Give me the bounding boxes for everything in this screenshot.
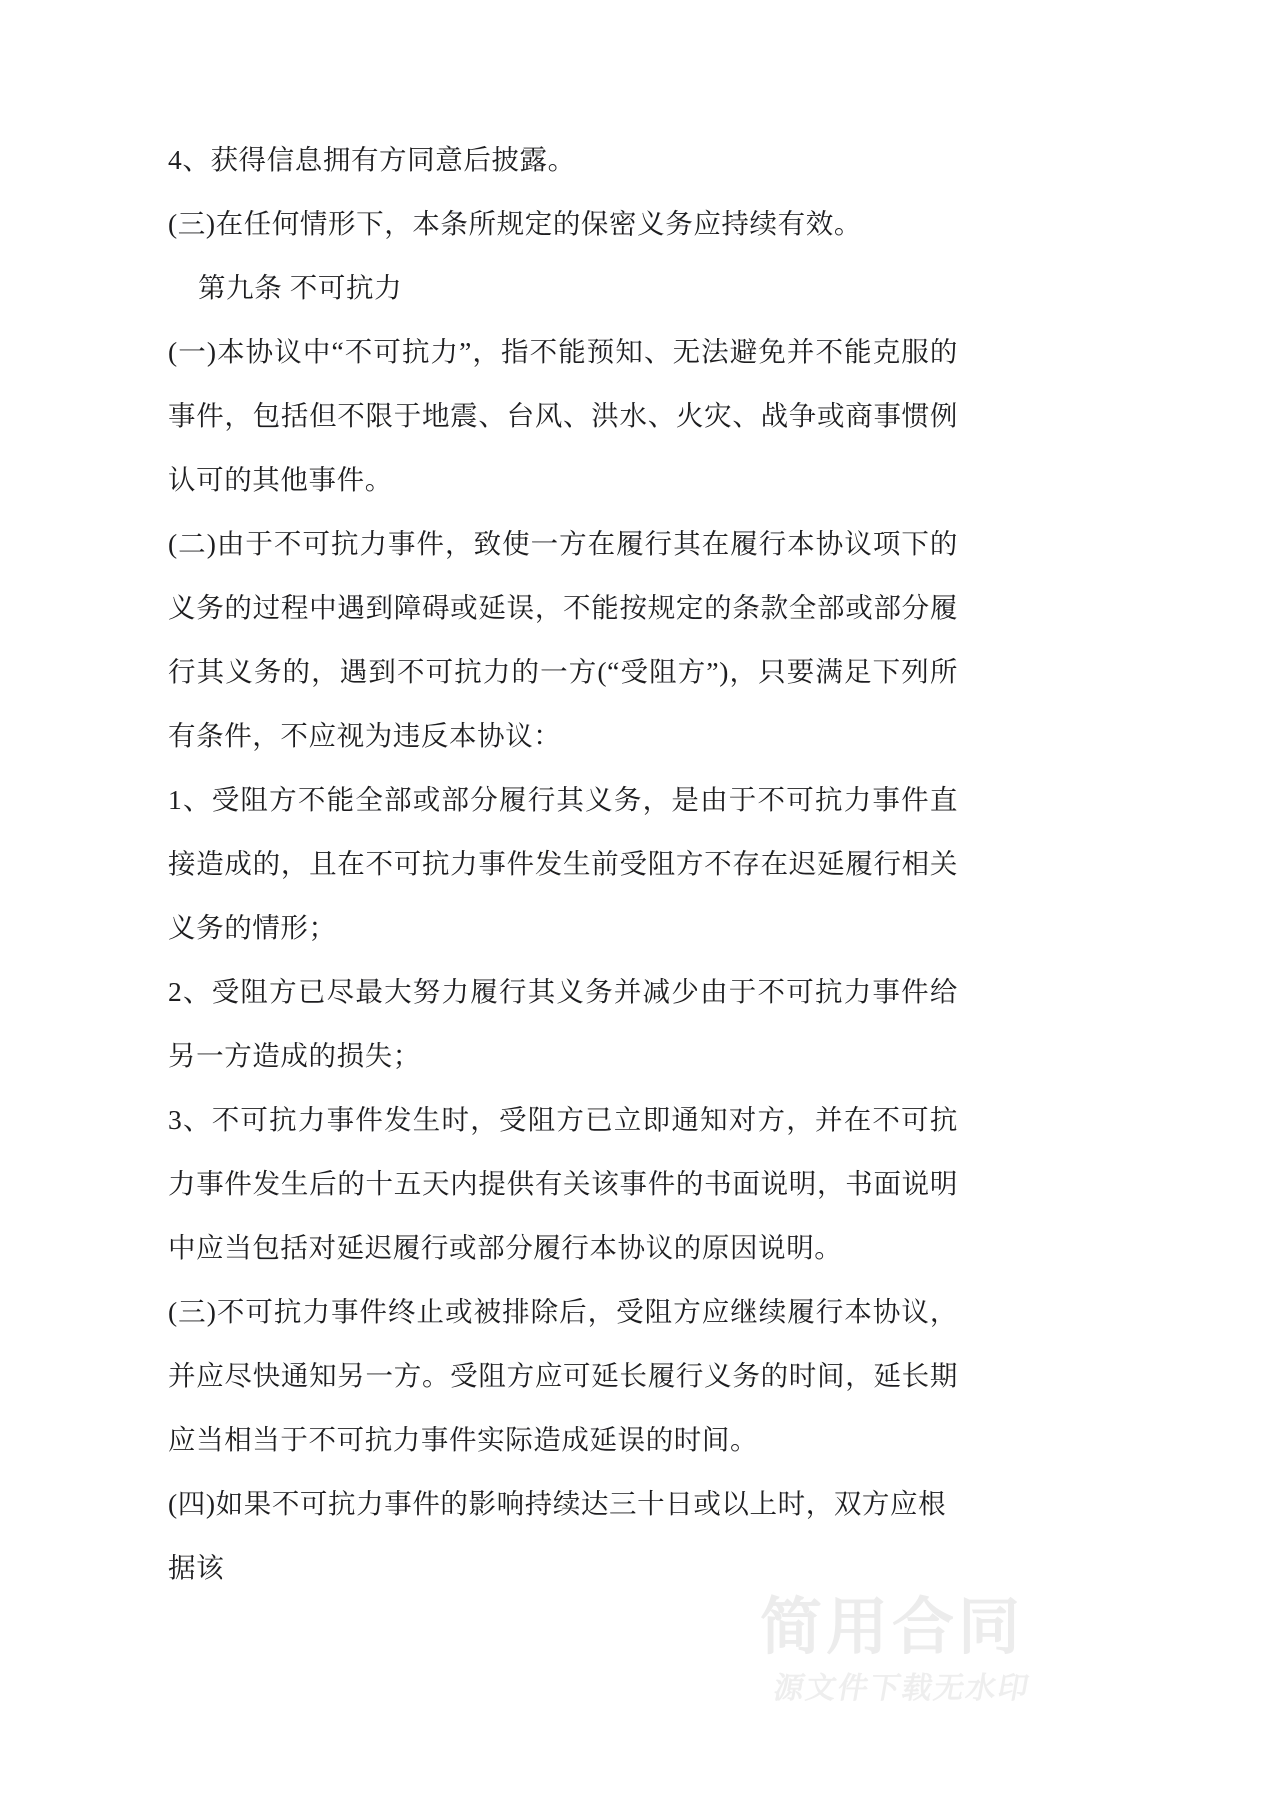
watermark-tagline-text: 源文件下载无水印: [771, 1671, 1034, 1706]
paragraph-clause-9-item-4: (四)如果不可抗力事件的影响持续达三十日或以上时，双方应根据该: [168, 1488, 947, 1583]
heading-article-9: 第九条 不可抗力: [198, 272, 403, 303]
paragraph-clause-9-item-1: (一)本协议中“不可抗力”，指不能预知、无法避免并不能克服的事件，包括但不限于地震、台风、洪水、火灾、战争或商事惯例认可的其他事件。: [168, 336, 958, 495]
watermark-brand-text: 简用合同: [760, 1590, 1025, 1663]
paragraph-clause-9-item-2: (二)由于不可抗力事件，致使一方在履行其在履行本协议项下的义务的过程中遇到障碍或延误，不能按规定的条款全部或部分履行其义务的，遇到不可抗力的一方(“受阻方”)，只要满足下列所有条件，不应视为违反本协议：: [168, 528, 958, 751]
paragraph-item-4-disclose: 4、获得信息拥有方同意后披露。: [168, 144, 576, 175]
paragraph-condition-3: 3、不可抗力事件发生时，受阻方已立即通知对方，并在不可抗力事件发生后的十五天内提供有关该事件的书面说明，书面说明中应当包括对延迟履行或部分履行本协议的原因说明。: [168, 1104, 958, 1263]
watermark: [760, 1590, 1200, 1766]
paragraph-condition-2: 2、受阻方已尽最大努力履行其义务并减少由于不可抗力事件给另一方造成的损失；: [168, 976, 958, 1071]
paragraph-clause-8-item-3: (三)在任何情形下，本条所规定的保密义务应持续有效。: [168, 208, 862, 239]
paragraph-clause-9-item-3: (三)不可抗力事件终止或被排除后，受阻方应继续履行本协议，并应尽快通知另一方。受阻方应可延长履行义务的时间，延长期应当相当于不可抗力事件实际造成延误的时间。: [168, 1296, 958, 1455]
document-text-body: [168, 128, 958, 1600]
paragraph-condition-1: 1、受阻方不能全部或部分履行其义务，是由于不可抗力事件直接造成的，且在不可抗力事件发生前受阻方不存在迟延履行相关义务的情形；: [168, 784, 958, 943]
